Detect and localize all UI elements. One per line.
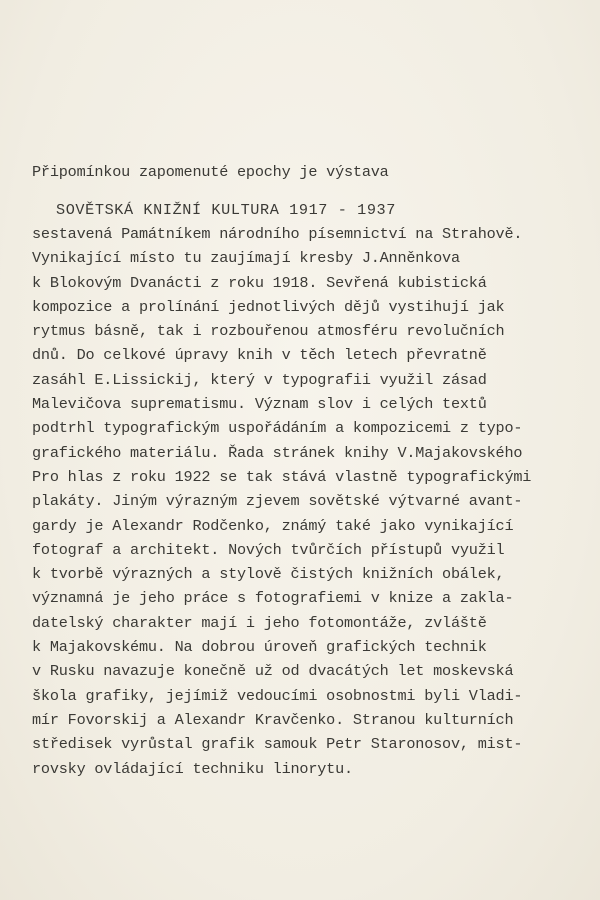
text-line: fotograf a architekt. Nových tvůrčích přístupů využil <box>32 540 505 559</box>
text-line: škola grafiky, jejímiž vedoucími osobnostmi byli Vladi- <box>32 686 523 705</box>
text-line: Pro hlas z roku 1922 se tak stává vlastně typografickými <box>32 467 532 486</box>
text-line: Malevičova suprematismu. Význam slov i celých textů <box>32 395 487 414</box>
text-line: rytmus básně, tak i rozbouřenou atmosféru revolučních <box>32 322 505 341</box>
text-line: zasáhl E.Lissickij, který v typografii využil zásad <box>32 370 487 389</box>
text-line: k Majakovskému. Na dobrou úroveň grafických technik <box>32 638 487 657</box>
text-line: dnů. Do celkové úpravy knih v těch letech převratně <box>32 346 487 365</box>
text-line: rovsky ovládající techniku linorytu. <box>32 759 353 778</box>
text-line: grafického materiálu. Řada stránek knihy V.Majakovského <box>32 443 523 462</box>
text-line: Vynikající místo tu zaujímají kresby J.Anněnkova <box>32 249 460 268</box>
text-line: datelský charakter mají i jeho fotomontáže, zvláště <box>32 613 487 632</box>
text-line: k Blokovým Dvanácti z roku 1918. Sevřená kubistická <box>32 273 487 292</box>
text-line: mír Fovorskij a Alexandr Kravčenko. Stranou kulturních <box>32 710 514 729</box>
text-line: plakáty. Jiným výrazným zjevem sovětské výtvarné avant- <box>32 492 523 511</box>
text-line: k tvorbě výrazných a stylově čistých knižních obálek, <box>32 565 505 584</box>
text-line: podtrhl typografickým uspořádáním a kompozicemi z typo- <box>32 419 523 438</box>
body-text <box>32 222 580 781</box>
text-line: gardy je Alexandr Rodčenko, známý také jako vynikající <box>32 516 514 535</box>
intro-line: Připomínkou zapomenuté epochy je výstava <box>32 163 389 181</box>
text-line: sestavená Památníkem národního písemnictví na Strahově. <box>32 225 523 243</box>
text-line: kompozice a prolínání jednotlivých dějů vystihují jak <box>32 297 505 316</box>
typewritten-text <box>32 160 580 781</box>
text-line: středisek vyrůstal grafik samouk Petr Staronosov, mist- <box>32 735 523 754</box>
text-line: v Rusku navazuje konečně už od dvacátých let moskevská <box>32 662 514 681</box>
text-line: významná je jeho práce s fotografiemi v knize a zakla- <box>32 589 514 608</box>
exhibition-title: SOVĚTSKÁ KNIŽNÍ KULTURA 1917 - 1937 <box>56 201 396 219</box>
